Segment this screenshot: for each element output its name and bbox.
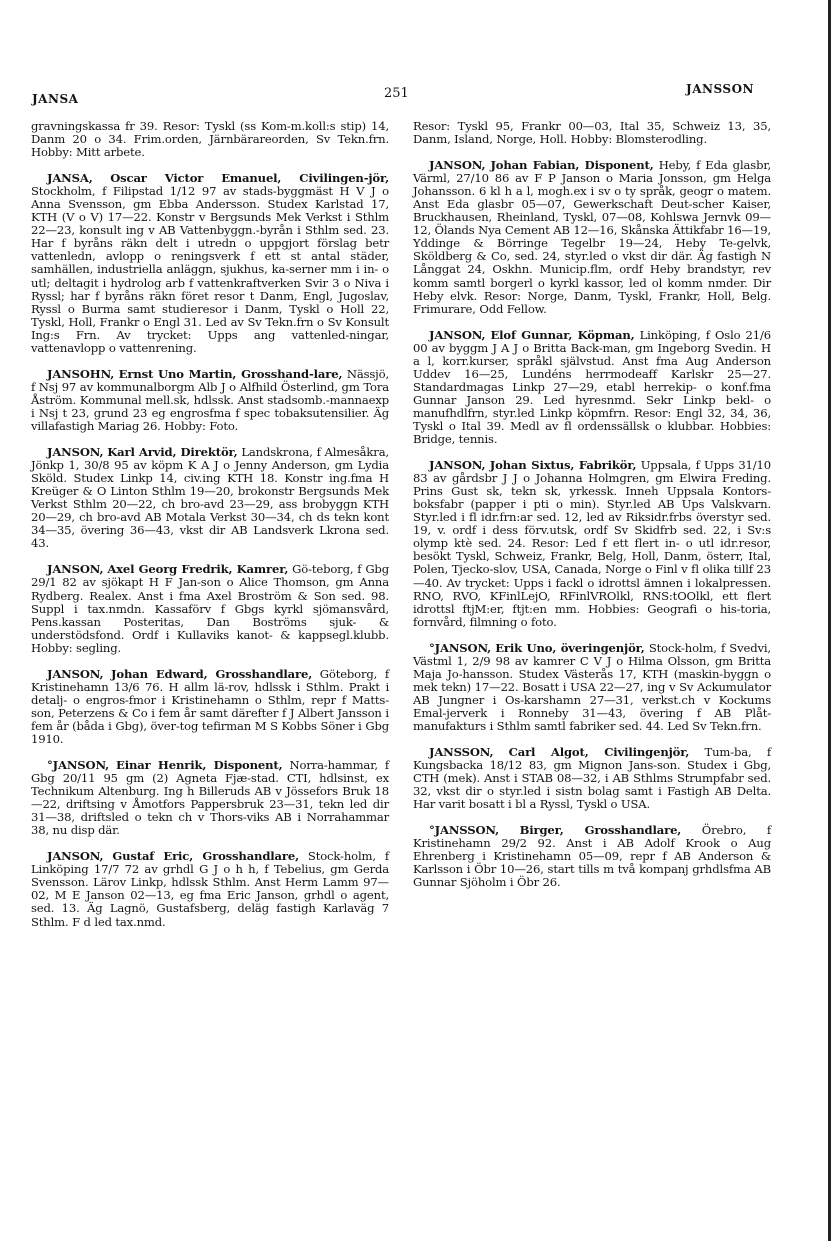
entry-given-names: Elof Gunnar, Köpman,	[490, 327, 635, 342]
entry-text: Nässjö, f Nsj 97 av kommunalborgm Alb J o Alfhild Österlind, gm Tora Åström. Kommunal mell.sk, hdlssk. Anst stadsomb.-mannaexp i Nsj t 23, grund 23 eg engrosfma f spec tobaksutensilier. Äg villafastigh Mariag 26. Hobby: Foto.	[31, 366, 389, 433]
entry-given-names: Erik Uno, överingenjör,	[495, 640, 645, 655]
running-head-left: JANSA	[32, 92, 79, 106]
entry-given-names: Einar Henrik, Disponent,	[116, 758, 283, 773]
entry-text: Stockholm, f Filipstad 1/12 97 av stads-byggmäst H V J o Anna Svensson, gm Ebba Andersson. Studex Karlstad 17, KTH (V o V) 17—22. Konstr v Bergsunds Mek Verkst i Sthlm 22—23, konsult ing v AB Vattenbyggn.-byrån i Sthlm sed. 23. Har f byråns räkn delt i utredn o uppgjort förslag betr vattenledn, avlopp o reningsverk f ett st antal städer, samhällen, industriella anläggn, sjukhus, ka-serner mm i in- o utl; deltagit i hydrolog arb f vattenkraftverken Svir 3 o Niva i Ryssl; har f byråns räkn föret resor t Danm, Engl, Jugoslav, Ryssl o Burma samt studieresor i Danm, Tyskl o Holl 22, Tyskl, Holl, Frankr o Engl 31. Led av Sv Tekn.frn o Sv Konsult Ing:s Frn. Av trycket: Upps ang vattenled-ningar, vattenavlopp o vattenrening.	[31, 184, 389, 355]
entry-text: Stock-holm, f Linköping 17/7 72 av grhdl G J o h h, f Tebelius, gm Gerda Svensson. Lärov Linkp, hdlssk Sthlm. Anst Herm Lamm 97—02, M E Janson 02—13, eg fma Eric Janson, grhdl o agent, sed. 13. Äg Lagnö, Gustafsberg, deläg fastigh Karlaväg 7 Sthlm. F d led tax.nmd.	[31, 849, 389, 929]
entry-surname: JANSA,	[47, 171, 93, 186]
biography-entry	[31, 120, 389, 159]
entry-surname: JANSON,	[47, 849, 104, 864]
entry-surname: JANSON,	[429, 327, 486, 342]
entry-text: gravningskassa fr 39. Resor: Tyskl (ss Kom-m.koll:s stip) 14, Danm 20 o 34. Frim.orden, Järnbärareorden, Sv Tekn.frn. Hobby: Mitt arbete.	[31, 119, 389, 160]
entry-given-names: Oscar Victor Emanuel, Civilingen-jör,	[110, 171, 389, 186]
entry-surname: JANSON,	[429, 158, 486, 173]
entry-given-names: Johan Sixtus, Fabrikör,	[489, 458, 637, 473]
running-head-right: JANSSON	[686, 82, 754, 96]
entry-surname: JANSON,	[47, 666, 104, 681]
entry-text: Tum-ba, f Kungsbacka 18/12 83, gm Mignon Jans-son. Studex i Gbg, CTH (mek). Anst i STAB 08—32, i AB Sthlms Strumpfabr sed. 32, vkst dir o styr.led i sistn bolag samt i Fastigh AB Delta. Har varit bosatt i bl a Ryssl, Tyskl o USA.	[413, 745, 771, 812]
page-edge-rule	[828, 0, 831, 1241]
entry-given-names: Karl Arvid, Direktör,	[107, 445, 238, 460]
entry-surname: JANSON,	[47, 445, 104, 460]
page-header	[0, 82, 832, 108]
biography-entry	[31, 668, 389, 746]
entry-given-names: Gustaf Eric, Grosshandlare,	[112, 849, 299, 864]
entry-surname: JANSON,	[47, 562, 104, 577]
entry-given-names: Birger, Grosshandlare,	[519, 823, 682, 838]
left-column	[31, 120, 389, 942]
entry-text: Göteborg, f Kristinehamn 13/6 76. H allm lä-rov, hdlssk i Sthlm. Prakt i detalj- o engros-fmor i Kristinehamn o Sthlm, repr f Matts-son, Peterzens & Co i fem år samt därefter f J Albert Jansson i fem år (båda i Gbg), över-tog tefirman M S Kobbs Söner i Gbg 1910.	[31, 666, 389, 746]
biography-entry	[413, 120, 771, 146]
entry-given-names: Axel Georg Fredrik, Kamrer,	[107, 562, 289, 577]
entry-given-names: Johan Fabian, Disponent,	[490, 158, 654, 173]
biography-entry	[31, 759, 389, 837]
biography-entry	[31, 172, 389, 355]
entry-surname: JANSOHN,	[47, 366, 115, 381]
entry-surname: JANSON,	[429, 458, 486, 473]
entry-surname: °JANSON,	[429, 640, 492, 655]
biography-entry	[31, 368, 389, 433]
entry-surname: °JANSSON,	[429, 823, 500, 838]
biography-entry	[413, 459, 771, 629]
entry-given-names: Carl Algot, Civilingenjör,	[508, 745, 690, 760]
entry-text: Linköping, f Oslo 21/6 00 av byggm J A J o Britta Back-man, gm Ingeborg Svedin. H a l, korr.kurser, språkl självstud. Anst fma Aug Anderson Uddev 16—25, Lundéns herrmodeaff Karlskr 25—27. Standardmagas Linkp 27—29, etabl herrekip- o konf.fma Gunnar Janson 29. Led hyresnmd. Sekr Linkp bekl- o manufhdlfrn, styr.led Linkp köpmfrn. Resor: Engl 32, 34, 36, Tyskl o Ital 39. Medl av fl ordenssällsk o klubbar. Hobbies: Bridge, tennis.	[413, 327, 771, 447]
right-column	[413, 120, 771, 902]
entry-text: Gö-teborg, f Gbg 29/1 82 av sjökapt H F Jan-son o Alice Thomson, gm Anna Rydberg. Realex. Anst i fma Axel Broström & Son sed. 98. Suppl i tax.nmdn. Kassaförv f Gbgs kyrkl sjömansvård, Pens.kassan Posteritas, Dan Boströms sjuk- & understödsfond. Ordf i Kullaviks kanot- & kappsegl.klubb. Hobby: segling.	[31, 562, 389, 655]
entry-text: Heby, f Eda glasbr, Värml, 27/10 86 av F P Janson o Maria Jonsson, gm Helga Johansson. 6 kl h a l, mogh.ex i sv o ty språk, geogr o matem. Anst Eda glasbr 05—07, Gewerkschaft Deut-scher Kaiser, Bruckhausen, Rheinland, Tyskl, 07—08, Kohlswa Jernvk 09—12, Ölands Nya Cement AB 12—16, Skånska Ättikfabr 16—19, Yddinge & Börringe Tegelbr 19—24, Heby Te-gelvk, Sköldberg & Co, sed. 24, styr.led o vkst dir där. Äg fastigh N Långgat 24, Oskhn. Municip.flm, ordf Heby brandstyr, rev komm samtl borgerl o kyrkl kassor, led ol komm nmder. Dir Heby elvk. Resor: Norge, Danm, Tyskl, Frankr, Holl, Belg. Frimurare, Odd Fellow.	[413, 158, 771, 316]
biography-entry	[413, 329, 771, 446]
entry-text: Stock-holm, f Svedvi, Västml 1, 2/9 98 av kamrer C V J o Hilma Olsson, gm Britta Maja Jo-hansson. Studex Västerås 17, KTH (maskin-byggn o mek tekn) 17—22. Bosatt i USA 22—27, ing v Sv Ackumulator AB Jungner i Os-karshamn 27—31, verkst.ch v Kockums Emal-jerverk i Ronneby 31—43, övering f AB Plåt-manufakturs i Sthlm samtl fabriker sed. 44. Led Sv Tekn.frn.	[413, 640, 771, 733]
biography-entry	[31, 563, 389, 654]
biography-entry	[413, 824, 771, 889]
entry-text: Resor: Tyskl 95, Frankr 00—03, Ital 35, Schweiz 13, 35, Danm, Island, Norge, Holl. Hobby: Blomsterodling.	[413, 119, 771, 147]
biography-entry	[413, 746, 771, 811]
entry-text: Landskrona, f Almesåkra, Jönkp 1, 30/8 95 av köpm K A J o Jenny Anderson, gm Lydia Sköld. Studex Linkp 14, civ.ing KTH 18. Konstr ing.fma H Kreüger & O Linton Sthlm 19—20, brokonstr Bergsunds Mek Verkst Sthlm 20—22, ch bro-avd 23—29, ass brobyggn KTH 20—29, ch bro-avd AB Motala Verkst 30—34, ch ds tekn kont 34—35, övering 36—43, vkst dir AB Landsverk Lkrona sed. 43.	[31, 445, 389, 551]
biography-entry	[31, 446, 389, 550]
entry-surname: JANSSON,	[429, 745, 494, 760]
entry-surname: °JANSON,	[47, 758, 110, 773]
entry-text: Norra-hammar, f Gbg 20/11 95 gm (2) Agneta Fjæ-stad. CTI, hdlsinst, ex Technikum Altenburg. Ing h Billeruds AB v Jössefors Bruk 18—22, driftsing v Åmotfors Pappersbruk 23—31, tekn led dir 31—38, driftsled o tekn ch v Thors-viks AB i Norrahammar 38, nu disp där.	[31, 758, 389, 838]
entry-given-names: Ernst Uno Martin, Grosshand-lare,	[118, 366, 343, 381]
biography-entry	[31, 850, 389, 928]
page-number: 251	[384, 86, 409, 101]
biography-entry	[413, 642, 771, 733]
entry-text: Örebro, f Kristinehamn 29/2 92. Anst i AB Adolf Krook o Aug Ehrenberg i Kristinehamn 05—09, repr f AB Anderson & Karlsson i Öbr 10—26, start tills m två kompanj grhdlsfma AB Gunnar Sjöholm i Öbr 26.	[413, 823, 772, 890]
entry-given-names: Johan Edward, Grosshandlare,	[111, 666, 313, 681]
biography-entry	[413, 159, 771, 316]
entry-text: Uppsala, f Upps 31/10 83 av gårdsbr J J o Johanna Holmgren, gm Elwira Freding. Prins Gust sk, tekn sk, yrkessk. Inneh Uppsala Kontors-boksfabr (papper i pti o min). Styr.led AB Ups Valskvarn. Styr.led i fl idr.frn:ar sed. 12, led av Riksidr.frbs överstyr sed. 19, v. ordf i dess förv.utsk, ordf Sv Skidfrb sed. 22, i Sv:s olymp ktè sed. 24. Resor: Led f ett flert in- o utl idr.resor, besökt Tyskl, Schweiz, Frankr, Belg, Holl, Danm, österr, Ital, Polen, Tjecko-slov, USA, Canada, Norge o Finl v fl olika tillf 23—40. Av trycket: Upps i fackl o idrottsl ämnen i lokalpressen. RNO, RVO, KFinlLejO, RFinlVROlkl, RNS:tOOlkl, ett flert idrottsl ftjM:er, ftjt:en mm. Hobbies: Geografi o his-toria, fornvård, filmning o foto.	[413, 458, 771, 629]
